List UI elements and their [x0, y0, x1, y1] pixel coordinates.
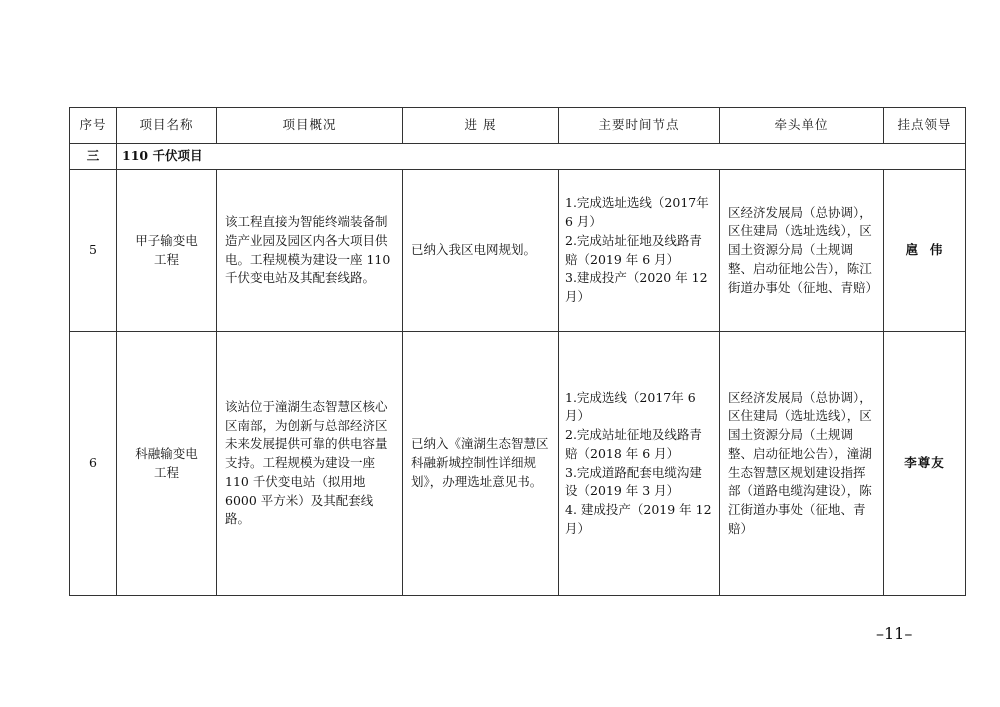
header-milestones: 主要时间节点 — [559, 108, 720, 144]
row-project-name: 科融输变电 工程 — [117, 332, 217, 596]
section-number: 三 — [70, 144, 117, 170]
header-number: 序号 — [70, 108, 117, 144]
header-lead-unit: 牵头单位 — [720, 108, 884, 144]
row-milestones: 1.完成选线（2017年 6 月） 2.完成站址征地及线路青赔（2018 年 6 月） 3.完成道路配套电缆沟建设（2019 年 3 月） 4. 建成投产（2019 年 12 月） — [559, 332, 720, 596]
row-milestones: 1.完成选址选线（2017年 6 月） 2.完成站址征地及线路青赔（2019 年 6 月） 3.建成投产（2020 年 12 月） — [559, 170, 720, 332]
row-progress: 已纳入《潼湖生态智慧区科融新城控制性详细规划》，办理选址意见书。 — [403, 332, 559, 596]
table-header-row — [70, 108, 966, 144]
row-progress: 已纳入我区电网规划。 — [403, 170, 559, 332]
header-project-name: 项目名称 — [117, 108, 217, 144]
row-project-name: 甲子输变电 工程 — [117, 170, 217, 332]
header-progress: 进 展 — [403, 108, 559, 144]
page-number: –11– — [876, 624, 913, 643]
row-overview: 该站位于潼湖生态智慧区核心区南部，为创新与总部经济区未来发展提供可靠的供电容量支持。工程规模为建设一座 110 千伏变电站（拟用地 6000 平方米）及其配套线路。 — [217, 332, 403, 596]
row-lead-unit: 区经济发展局（总协调），区住建局（选址选线），区国土资源分局（土规调整、启动征地公告），陈江街道办事处（征地、青赔） — [720, 170, 884, 332]
table-row — [70, 170, 966, 332]
row-leader: 李尊友 — [884, 332, 966, 596]
row-number: 5 — [70, 170, 117, 332]
row-leader: 扈 伟 — [884, 170, 966, 332]
header-overview: 项目概况 — [217, 108, 403, 144]
section-title: 110 千伏项目 — [117, 144, 966, 170]
header-leader: 挂点领导 — [884, 108, 966, 144]
row-lead-unit: 区经济发展局（总协调），区住建局（选址选线），区国土资源分局（土规调整、启动征地公告），潼湖生态智慧区规划建设指挥部（道路电缆沟建设），陈江街道办事处（征地、青赔） — [720, 332, 884, 596]
table-row — [70, 332, 966, 596]
project-table — [69, 107, 966, 596]
section-row — [70, 144, 966, 170]
row-overview: 该工程直接为智能终端装备制造产业园及园区内各大项目供电。工程规模为建设一座 110 千伏变电站及其配套线路。 — [217, 170, 403, 332]
row-number: 6 — [70, 332, 117, 596]
